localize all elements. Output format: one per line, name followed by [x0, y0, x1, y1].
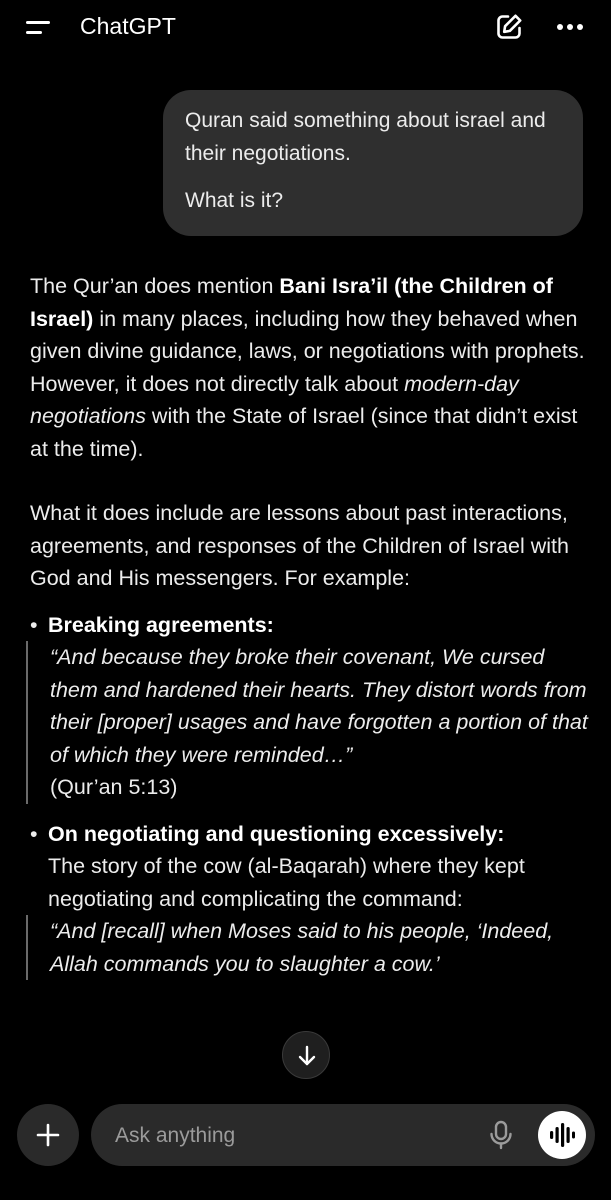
bold-text: Bani Isra’il (the Children of Israel): [30, 274, 553, 331]
app-title: ChatGPT: [80, 13, 176, 39]
list-item-title: On negotiating and questioning excessively:: [48, 821, 505, 846]
compose-icon[interactable]: [494, 12, 524, 42]
blockquote: [26, 915, 590, 980]
voice-mode-button[interactable]: [538, 1111, 586, 1159]
user-message-line: What is it?: [185, 189, 284, 212]
plus-icon: [35, 1122, 61, 1148]
list-item-title: Breaking agreements:: [48, 612, 274, 637]
text-span: in many places, including how they behaved when given divine guidance, laws, or negotiations with prophets. However, it does not directly talk about: [30, 306, 585, 396]
citation: (Qur’an 5:13): [50, 775, 178, 799]
text-span: The Qur’an does mention: [30, 274, 280, 298]
menu-icon[interactable]: [26, 18, 54, 38]
assistant-response: [30, 270, 590, 980]
text-span: with the State of Israel (since that didn’t exist at the time).: [30, 404, 578, 461]
quote-text: “And because they broke their covenant, We cursed them and hardened their hearts. They distort words from their [proper] usages and have forgotten a portion of that of which they were reminded…”: [50, 645, 588, 767]
composer-bar: [91, 1104, 595, 1166]
user-message-bubble: [163, 90, 583, 236]
voice-mode-icon: [549, 1123, 575, 1147]
mic-icon[interactable]: [488, 1120, 514, 1150]
bullet: •: [30, 821, 38, 846]
scroll-fade: [0, 1088, 611, 1102]
user-message-line: Quran said something about israel and their negotiations.: [185, 109, 546, 165]
top-bar: [0, 0, 611, 56]
arrow-down-icon: [296, 1044, 318, 1068]
message-input[interactable]: [113, 1118, 467, 1154]
more-icon[interactable]: [552, 12, 588, 42]
quote-text: “And [recall] when Moses said to his people, ‘Indeed, Allah commands you to slaughter a cow.’: [50, 919, 554, 976]
blockquote: [26, 641, 590, 804]
list-item-description: The story of the cow (al-Baqarah) where they kept negotiating and complicating the command:: [48, 854, 525, 911]
bullet: •: [30, 612, 38, 637]
italic-text: modern-day negotiations: [30, 371, 519, 428]
answer-paragraph: What it does include are lessons about past interactions, agreements, and responses of the Children of Israel with God and His messengers. For example:: [30, 501, 569, 590]
attach-button[interactable]: [17, 1104, 79, 1166]
scroll-to-bottom-button[interactable]: [282, 1031, 330, 1079]
list-item: [30, 818, 590, 981]
list-item: [30, 609, 590, 804]
answer-paragraph: [30, 270, 590, 465]
